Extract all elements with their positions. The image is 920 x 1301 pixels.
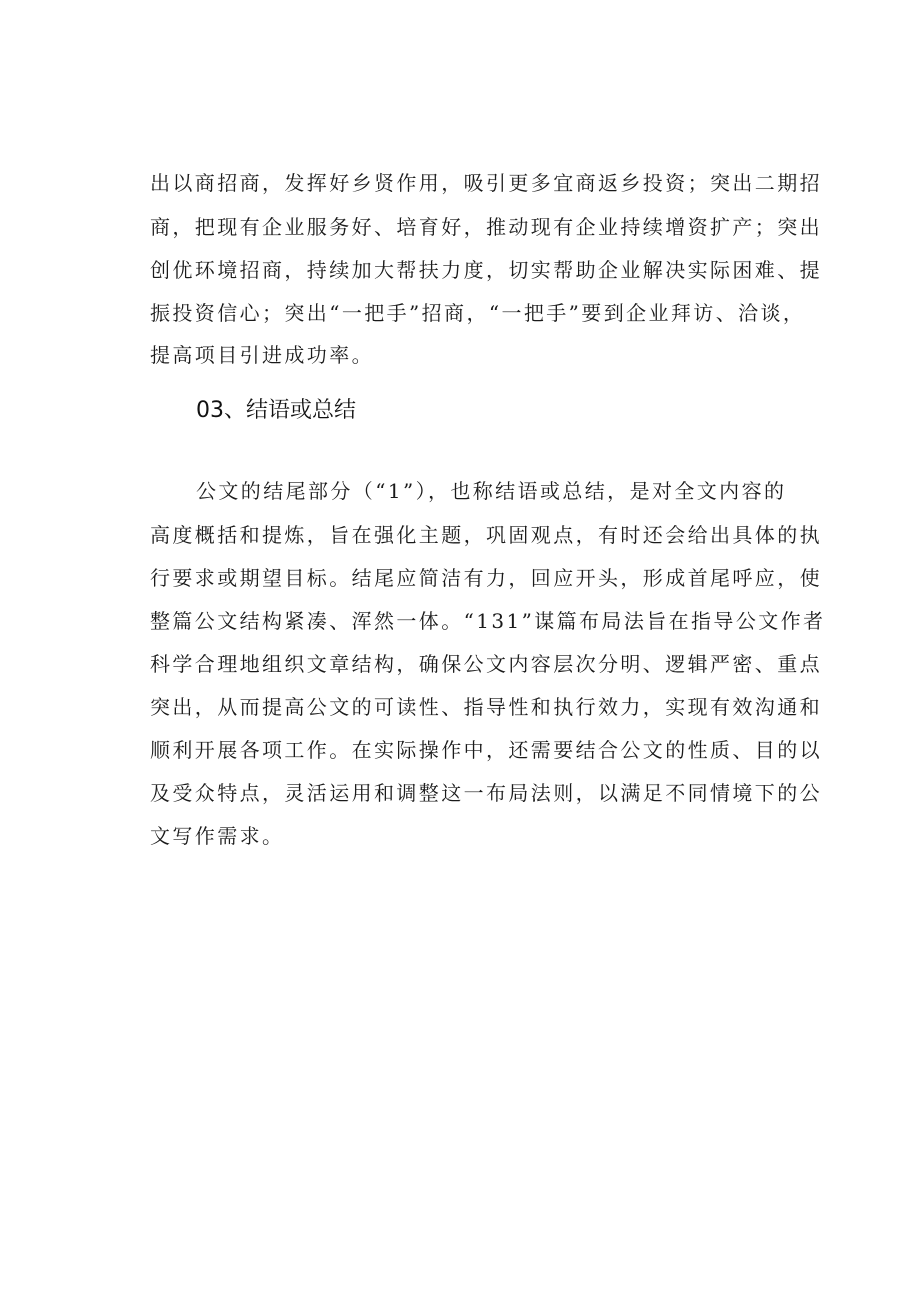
paragraph-2-line: 高度概括和提炼，旨在强化主题，巩固观点，有时还会给出具体的执 xyxy=(150,523,822,547)
paragraph-2-line: 顺利开展各项工作。在实际操作中，还需要结合公文的性质、目的以 xyxy=(150,738,822,762)
paragraph-2-line: 突出，从而提高公文的可读性、指导性和执行效力，实现有效沟通和 xyxy=(150,695,822,719)
paragraph-2-line: 科学合理地组织文章结构，确保公文内容层次分明、逻辑严密、重点 xyxy=(150,652,822,676)
paragraph-1-line: 出以商招商，发挥好乡贤作用，吸引更多宜商返乡投资；突出二期招 xyxy=(150,171,822,195)
paragraph-1-line: 振投资信心；突出“一把手”招商，“一把手”要到企业拜访、洽谈， xyxy=(150,301,806,325)
paragraph-2-line: 及受众特点，灵活运用和调整这一布局法则，以满足不同情境下的公 xyxy=(150,781,822,805)
paragraph-2-line: 整篇公文结构紧凑、浑然一体。“131”谋篇布局法旨在指导公文作者 xyxy=(150,609,826,633)
paragraph-1-line: 商，把现有企业服务好、培育好，推动现有企业持续增资扩产；突出 xyxy=(150,215,822,239)
paragraph-2-line: 文写作需求。 xyxy=(150,824,285,848)
paragraph-2-line: 公文的结尾部分（“1”），也称结语或总结，是对全文内容的 xyxy=(196,479,787,503)
section-heading: 03、结语或总结 xyxy=(196,398,356,423)
paragraph-1-line: 提高项目引进成功率。 xyxy=(150,343,374,367)
paragraph-2-line: 行要求或期望目标。结尾应简洁有力，回应开头，形成首尾呼应，使 xyxy=(150,566,822,590)
paragraph-1-line: 创优环境招商，持续加大帮扶力度，切实帮助企业解决实际困难、提 xyxy=(150,258,822,282)
